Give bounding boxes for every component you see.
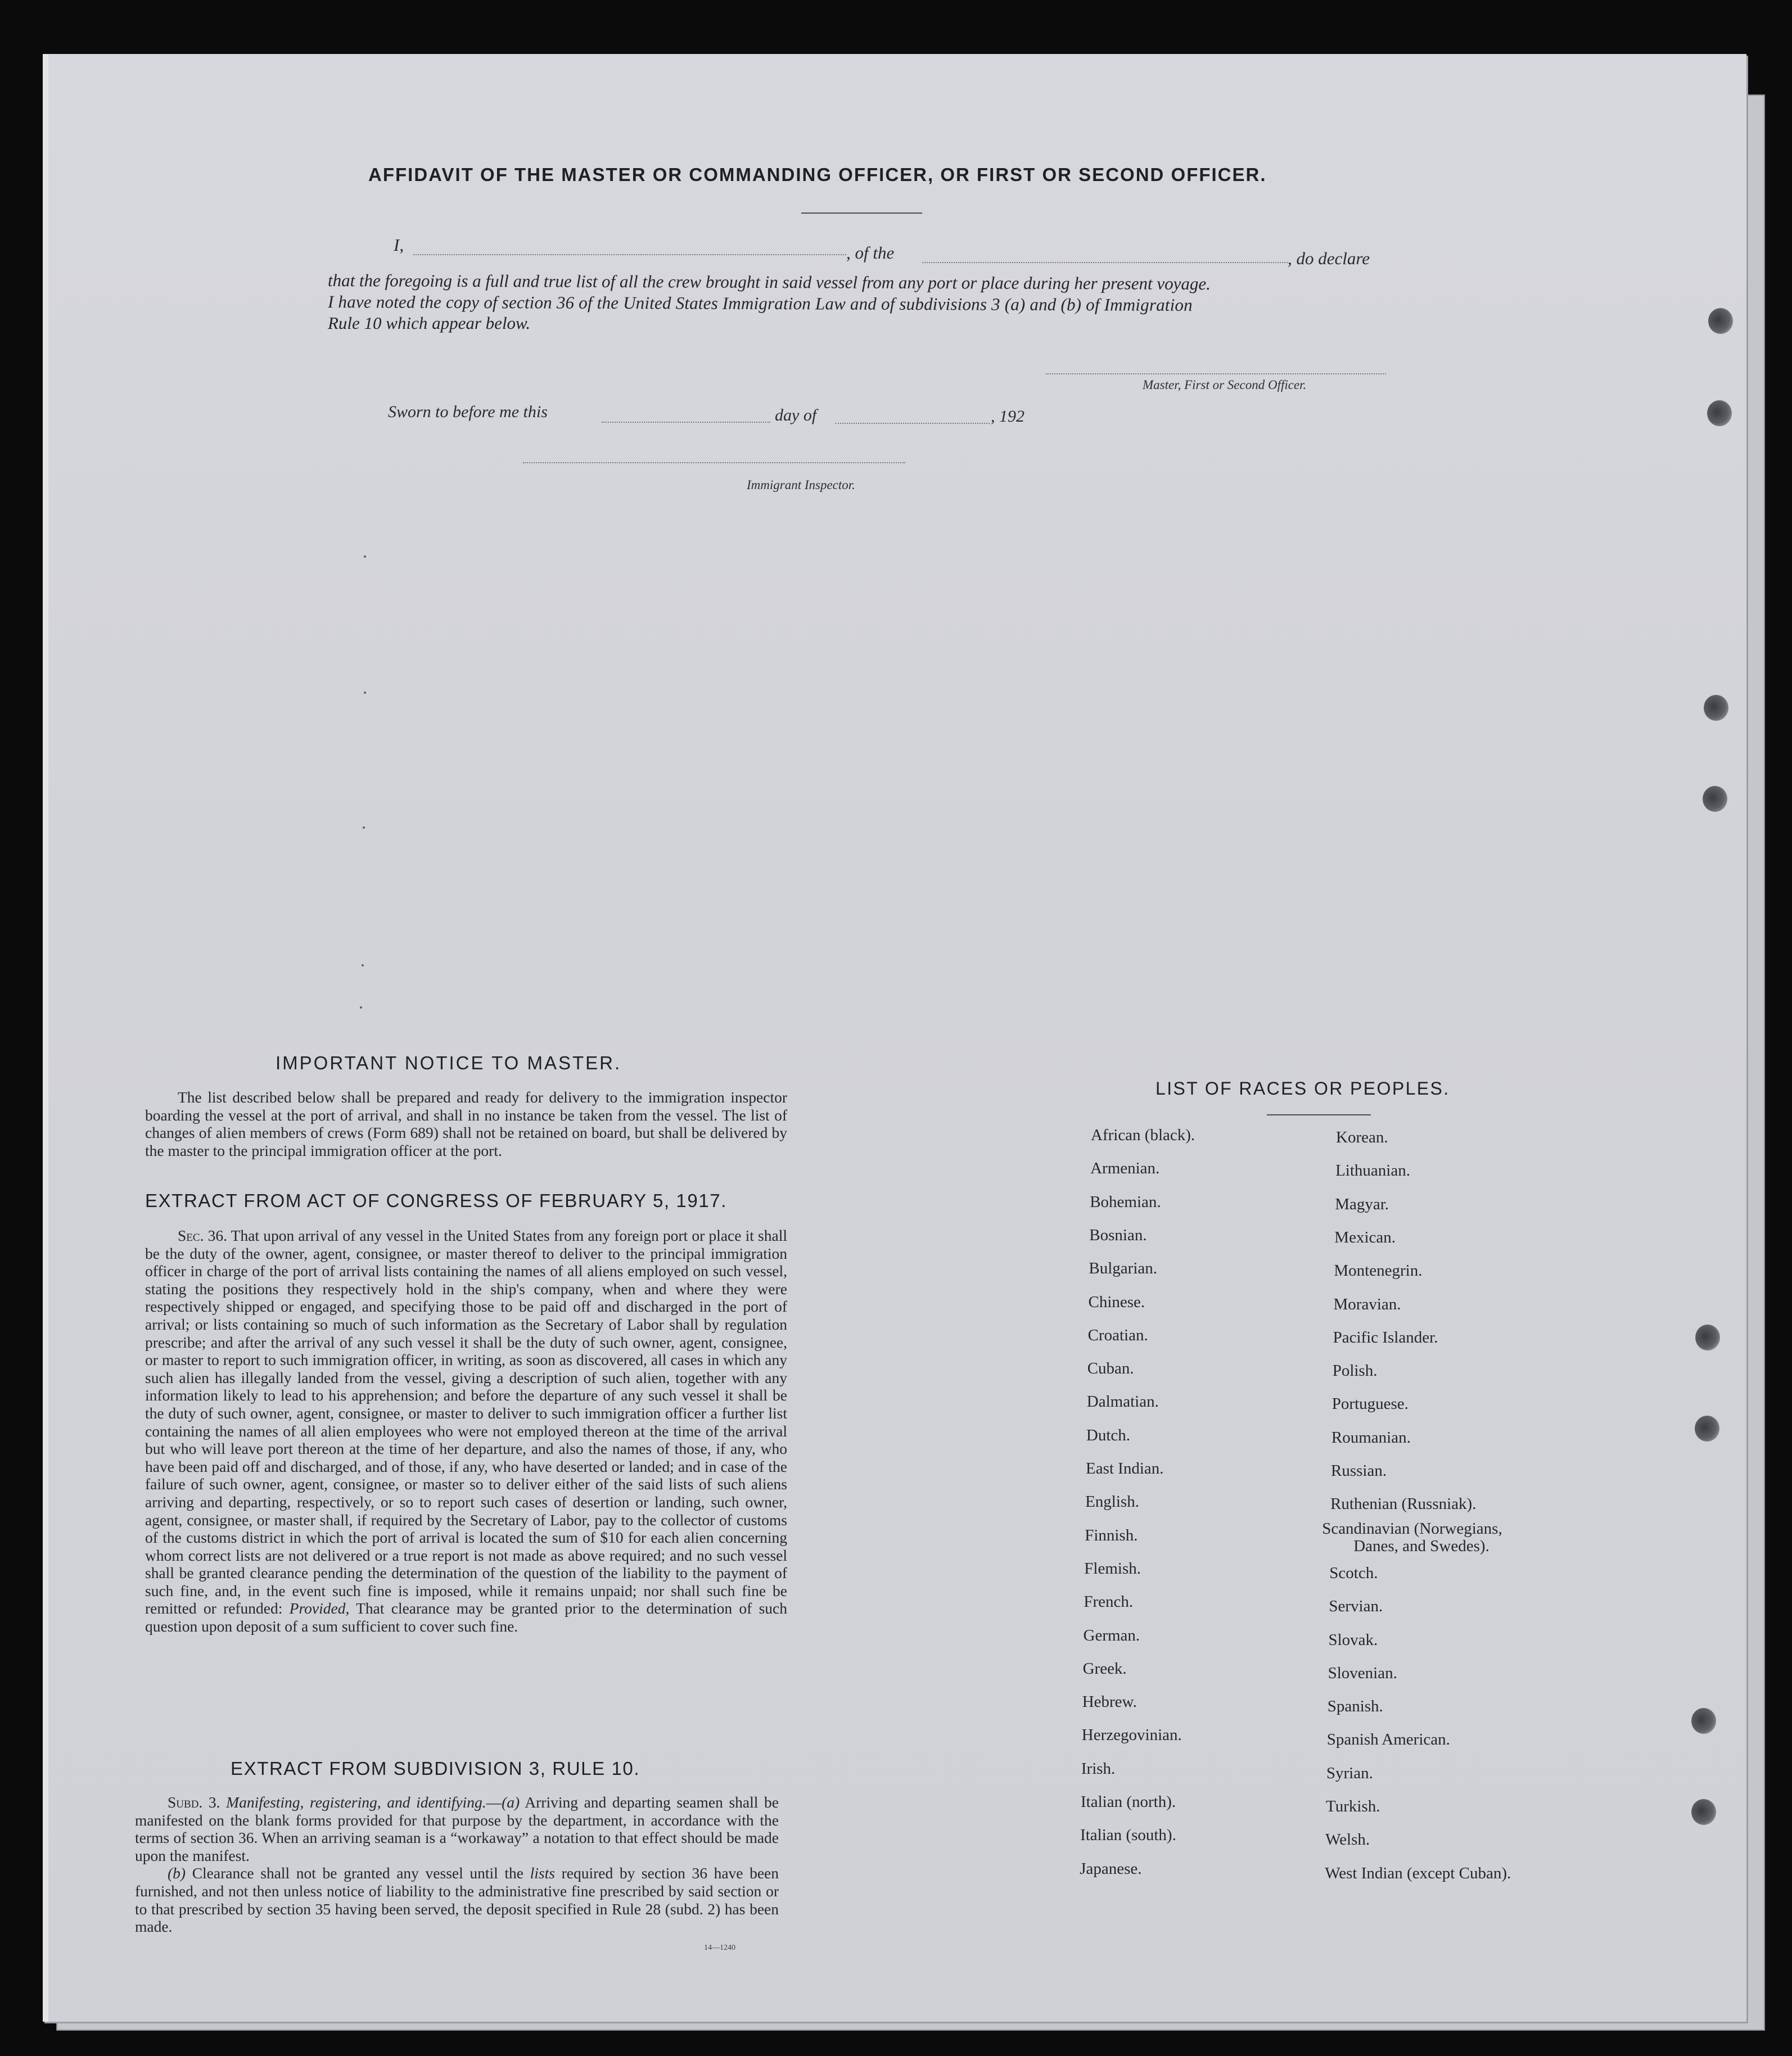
race-item: Servian. <box>1329 1597 1383 1616</box>
race-item: Lithuanian. <box>1335 1162 1410 1180</box>
race-item: Moravian. <box>1333 1295 1401 1313</box>
margin-mark <box>364 692 366 694</box>
race-item: Dutch. <box>1086 1426 1131 1444</box>
title-divider <box>801 213 922 214</box>
race-item: German. <box>1083 1626 1140 1644</box>
race-item: Hebrew. <box>1082 1693 1137 1711</box>
page-edge <box>43 54 48 2022</box>
margin-mark <box>362 964 364 966</box>
race-item: Dalmatian. <box>1086 1393 1159 1411</box>
lists-term: lists <box>530 1864 555 1882</box>
race-item: Welsh. <box>1325 1831 1370 1849</box>
binder-hole <box>1703 786 1727 812</box>
race-item: Spanish American. <box>1326 1730 1450 1749</box>
race-item: Italian (north). <box>1081 1793 1176 1811</box>
para-b-mark: (b) <box>168 1864 186 1882</box>
race-item: French. <box>1084 1593 1134 1611</box>
master-signature-field[interactable] <box>1046 373 1386 374</box>
declaration-text <box>328 270 1396 334</box>
race-item: Spanish. <box>1327 1697 1383 1716</box>
section-36-text: That upon arrival of any vessel in the United States from any foreign port or place it shall be the duty of the owner, agent, consignee, or master thereof to deliver to the principal immigration officer in charge of the port of arrival lists containing the names of all aliens employed on such vessel, stating the positions they respectively hold in the ship's company, when and where they were respectively shipped or engaged, and specifying those to be paid off and discharged in the port of arrival; or lists containing so much of such information as the Secretary of Labor shall by regulation prescribe; and after the arrival of any such vessel it shall be the duty of such owner, agent, consignee, or master to report to such immigration officer, in writing, as soon as discovered, all cases in which any such alien has illegally landed from the vessel, giving a description of such alien, together with any information likely to lead to his apprehension; and before the departure of any such vessel it shall be the duty of such owner, agent, consignee, or master to deliver to such immigration officer a further list containing the names of all alien employees who were not employed thereon at the time of the arrival but who will leave port thereon at the time of her departure, and also the names of those, if any, who have been paid off and discharged, and of those, if any, who have deserted or landed; and in case of the failure of such owner, agent, consignee, or master so to deliver either of the said lists of such aliens arriving and departing, respectively, or so to report such cases of desertion or landing, such owner, agent, consignee, or master shall, if required by the Secretary of Labor, pay to the collector of customs of the customs district in which the port of arrival is located the sum of $10 for each alien concerning whom correct lists are not delivered or a true report is not made as above required; and no such vessel shall be granted clearance pending the determination of the question of the liability to the payment of such fine, and, in the event such fine is imposed, while it remains unpaid; nor shall such fine be remitted or refunded: <box>145 1227 787 1617</box>
race-item: Turkish. <box>1326 1797 1380 1815</box>
binder-hole <box>1695 1325 1720 1350</box>
binder-hole <box>1708 308 1733 334</box>
race-item: Flemish. <box>1084 1559 1141 1578</box>
subdivision-label: Subd. 3. <box>168 1793 220 1811</box>
race-item: Chinese. <box>1088 1293 1145 1311</box>
extract-rule-title: EXTRACT FROM SUBDIVISION 3, RULE 10. <box>231 1758 640 1779</box>
extract-act-title: EXTRACT FROM ACT OF CONGRESS OF FEBRUARY 5, 1917. <box>145 1190 728 1211</box>
races-title: LIST OF RACES OR PEOPLES. <box>1155 1078 1450 1099</box>
declaration-line-2: that the foregoing is a full and true list of all the crew brought in said vessel from any port or place during her present voyage. <box>327 270 1211 294</box>
race-item: Korean. <box>1336 1128 1388 1146</box>
race-item: Portuguese. <box>1331 1395 1409 1413</box>
race-item: Russian. <box>1331 1462 1387 1480</box>
race-item: Bohemian. <box>1090 1192 1161 1211</box>
declaration-line-3: I have noted the copy of section 36 of the United States Immigration Law and of subdivisions 3 (a) and (b) of Immigration <box>327 292 1193 315</box>
declarant-prefix: I, <box>394 235 404 255</box>
sworn-day-field[interactable] <box>602 422 770 423</box>
race-item: Herzegovinian. <box>1081 1726 1182 1745</box>
notice-paragraph: The list described below shall be prepared and ready for delivery to the immigration inspector boarding the vessel at the port of arrival, and shall in no instance be taken from the vessel. The list of changes of alien members of crews (Form 689) shall not be retained on board, but shall be delivered by the master to the principal immigration officer at the port. <box>145 1088 787 1159</box>
para-a-mark: (a) <box>502 1793 520 1811</box>
para-b-text-1: Clearance shall not be granted any vessel until the <box>192 1864 523 1882</box>
declarant-name-field[interactable] <box>413 254 846 255</box>
inspector-caption: Immigrant Inspector. <box>747 478 855 492</box>
race-item: Danes, and Swedes). <box>1353 1537 1489 1555</box>
race-item: Bulgarian. <box>1089 1259 1157 1278</box>
races-title-divider <box>1267 1114 1371 1115</box>
race-item: Croatian. <box>1087 1326 1148 1344</box>
sworn-month-field[interactable] <box>835 423 990 424</box>
race-item: Irish. <box>1081 1759 1116 1778</box>
document-page <box>43 54 1746 2022</box>
race-item: Bosnian. <box>1089 1226 1147 1244</box>
race-item: Mexican. <box>1334 1228 1396 1246</box>
para-a-text: Arriving and departing seamen shall be manifested on the blank forms provided for that purpose by the department, in accordance with the terms of section 36. When an arriving seaman is a “workaway” a notation to that effect should be made upon the manifest. <box>135 1793 779 1864</box>
race-item: Slovenian. <box>1328 1664 1397 1682</box>
race-item: Montenegrin. <box>1334 1262 1423 1280</box>
race-item: Ruthenian (Russniak). <box>1330 1495 1477 1513</box>
race-item: West Indian (except Cuban). <box>1325 1864 1511 1882</box>
race-item: Japanese. <box>1080 1859 1142 1878</box>
notice-text <box>145 1088 787 1159</box>
race-item: Slovak. <box>1328 1630 1378 1649</box>
race-item: Scandinavian (Norwegians, <box>1322 1519 1502 1538</box>
race-item: Magyar. <box>1335 1195 1389 1213</box>
race-item: Pacific Islander. <box>1333 1328 1438 1346</box>
section-label: Sec. 36. <box>178 1227 227 1244</box>
binder-hole <box>1691 1708 1716 1734</box>
race-item: East Indian. <box>1086 1459 1164 1477</box>
section-36-text-end: That clearance may be granted prior to the determination of such question upon deposit of a sum sufficient to cover such fine. <box>145 1599 787 1635</box>
affidavit-title: AFFIDAVIT OF THE MASTER OR COMMANDING OFFICER, OR FIRST OR SECOND OFFICER. <box>368 164 1267 185</box>
year-label: , 192 <box>991 407 1024 426</box>
race-item: Roumanian. <box>1331 1428 1411 1447</box>
provided-term: Provided, <box>289 1599 350 1617</box>
race-item: Italian (south). <box>1080 1826 1176 1845</box>
binder-hole <box>1691 1799 1716 1825</box>
subdivision-b-paragraph <box>135 1864 779 1935</box>
race-item: Scotch. <box>1329 1564 1378 1582</box>
margin-mark <box>364 555 366 558</box>
form-number: 14—1240 <box>704 1944 735 1952</box>
margin-mark <box>363 826 365 829</box>
margin-mark <box>360 1006 362 1009</box>
race-item: Armenian. <box>1090 1159 1160 1178</box>
subdivision-a-paragraph: Subd. 3. Manifesting, registering, and identifying.—(a) Arriving and departing seamen shall be manifested on the blank forms provided for that purpose by the department, in accordance with the terms of section 36. When an arriving seaman is a “workaway” a notation to that effect should be made upon the manifest. <box>135 1793 779 1864</box>
race-item: Finnish. <box>1085 1526 1138 1544</box>
master-signature-caption: Master, First or Second Officer. <box>1143 378 1307 392</box>
race-item: English. <box>1085 1493 1139 1511</box>
binder-hole <box>1695 1416 1719 1442</box>
subdivision-heading: Manifesting, registering, and identifying. <box>226 1793 486 1811</box>
race-item: Greek. <box>1082 1659 1127 1678</box>
binder-hole <box>1704 695 1728 721</box>
vessel-name-field[interactable] <box>922 262 1288 263</box>
do-declare-label: , do declare <box>1288 248 1370 268</box>
extract-act-text <box>145 1227 787 1635</box>
para-b-text-2: required by section 36 have been furnished, and not then unless notice of liability to the administrative fine prescribed by said section or to that prescribed by section 35 having been served, the deposit specified in Rule 28 (subd. 2) has been made. <box>135 1864 779 1936</box>
sworn-label: Sworn to before me this <box>388 403 548 421</box>
race-item: Polish. <box>1332 1362 1378 1380</box>
inspector-signature-field[interactable] <box>523 462 905 463</box>
notice-title: IMPORTANT NOTICE TO MASTER. <box>276 1052 622 1073</box>
binder-hole <box>1707 400 1732 426</box>
declaration-line-4: Rule 10 which appear below. <box>328 313 531 333</box>
race-item: Cuban. <box>1087 1359 1134 1378</box>
of-the-label: , of the <box>846 243 895 263</box>
section-36-paragraph <box>145 1227 787 1635</box>
race-item: Syrian. <box>1326 1764 1373 1782</box>
race-item: African (black). <box>1091 1126 1195 1144</box>
extract-rule-text <box>135 1793 779 1936</box>
day-of-label: day of <box>775 406 817 424</box>
